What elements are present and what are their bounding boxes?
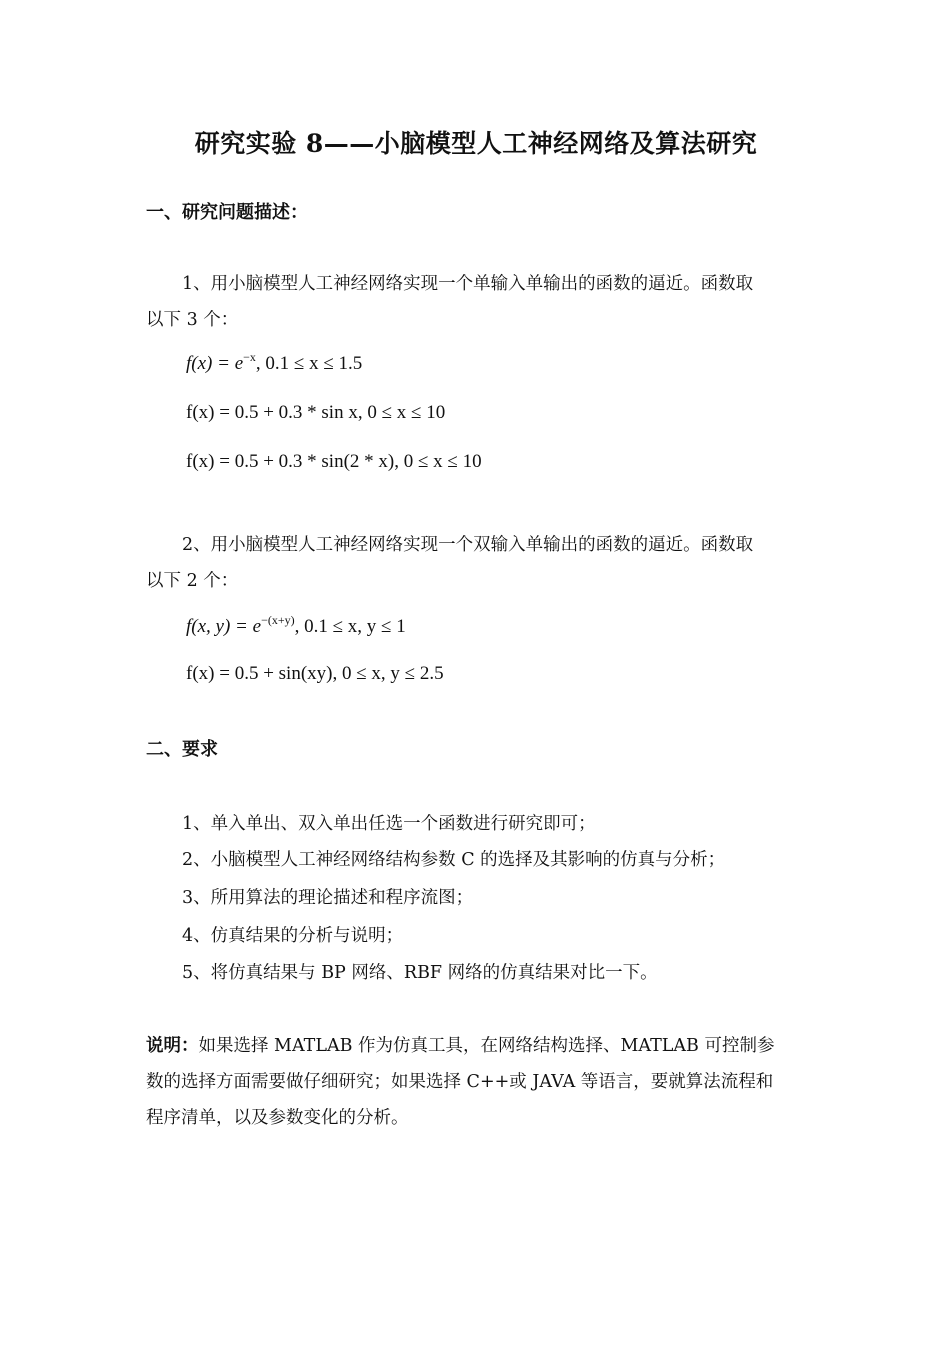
requirement-item: 1、单入单出、双入单出任选一个函数进行研究即可； bbox=[182, 814, 596, 834]
formula-1 bbox=[186, 350, 363, 375]
formula-4 bbox=[186, 613, 406, 638]
requirement-item: 4、仿真结果的分析与说明； bbox=[182, 926, 404, 946]
note-label: 说明： bbox=[146, 1036, 199, 1056]
item1-line1: 1、用小脑模型人工神经网络实现一个单输入单输出的函数的逼近。函数取 bbox=[182, 274, 754, 294]
item1-line2: 以下 3 个： bbox=[146, 310, 239, 330]
section2-heading: 二、要求 bbox=[146, 739, 218, 760]
requirement-item: 2、小脑模型人工神经网络结构参数 C 的选择及其影响的仿真与分析； bbox=[182, 850, 726, 870]
formula-3 bbox=[186, 451, 482, 473]
requirement-item: 5、将仿真结果与 BP 网络、RBF 网络的仿真结果对比一下。 bbox=[182, 963, 658, 983]
note-line1-text: 如果选择 MATLAB 作为仿真工具，在网络结构选择、MATLAB 可控制参 bbox=[198, 1036, 775, 1056]
formula-4-sup: −(x+y) bbox=[261, 613, 295, 627]
formula-2-text: f(x) = 0.5 + 0.3 * sin x, 0 ≤ x ≤ 10 bbox=[186, 402, 446, 423]
formula-1-sup: −x bbox=[243, 350, 256, 364]
formula-4-lhs: f(x, y) = e bbox=[186, 616, 262, 637]
formula-5-text: f(x) = 0.5 + sin(xy), 0 ≤ x, y ≤ 2.5 bbox=[186, 663, 444, 684]
requirement-item: 3、所用算法的理论描述和程序流图； bbox=[182, 888, 474, 908]
note-line1 bbox=[146, 1028, 814, 1064]
note-line2: 数的选择方面需要做仔细研究；如果选择 C++或 JAVA 等语言，要就算法流程和 bbox=[146, 1072, 774, 1092]
item2-line1: 2、用小脑模型人工神经网络实现一个双输入单输出的函数的逼近。函数取 bbox=[182, 535, 754, 555]
formula-4-rhs: , 0.1 ≤ x, y ≤ 1 bbox=[294, 616, 406, 637]
formula-1-lhs: f(x) = e bbox=[186, 353, 244, 374]
page-title: 研究实验 8——小脑模型人工神经网络及算法研究 bbox=[194, 129, 758, 158]
formula-3-text: f(x) = 0.5 + 0.3 * sin(2 * x), 0 ≤ x ≤ 10 bbox=[186, 451, 482, 472]
formula-2 bbox=[186, 402, 445, 424]
item2-line2: 以下 2 个： bbox=[146, 571, 239, 591]
formula-1-rhs: , 0.1 ≤ x ≤ 1.5 bbox=[255, 353, 363, 374]
note-paragraph bbox=[146, 1028, 814, 1136]
section1-item1-text bbox=[146, 266, 814, 338]
note-line3: 程序清单，以及参数变化的分析。 bbox=[146, 1108, 409, 1128]
section1-item2-text bbox=[146, 527, 814, 599]
section1-heading: 一、研究问题描述： bbox=[146, 202, 308, 223]
formula-5 bbox=[186, 663, 444, 685]
